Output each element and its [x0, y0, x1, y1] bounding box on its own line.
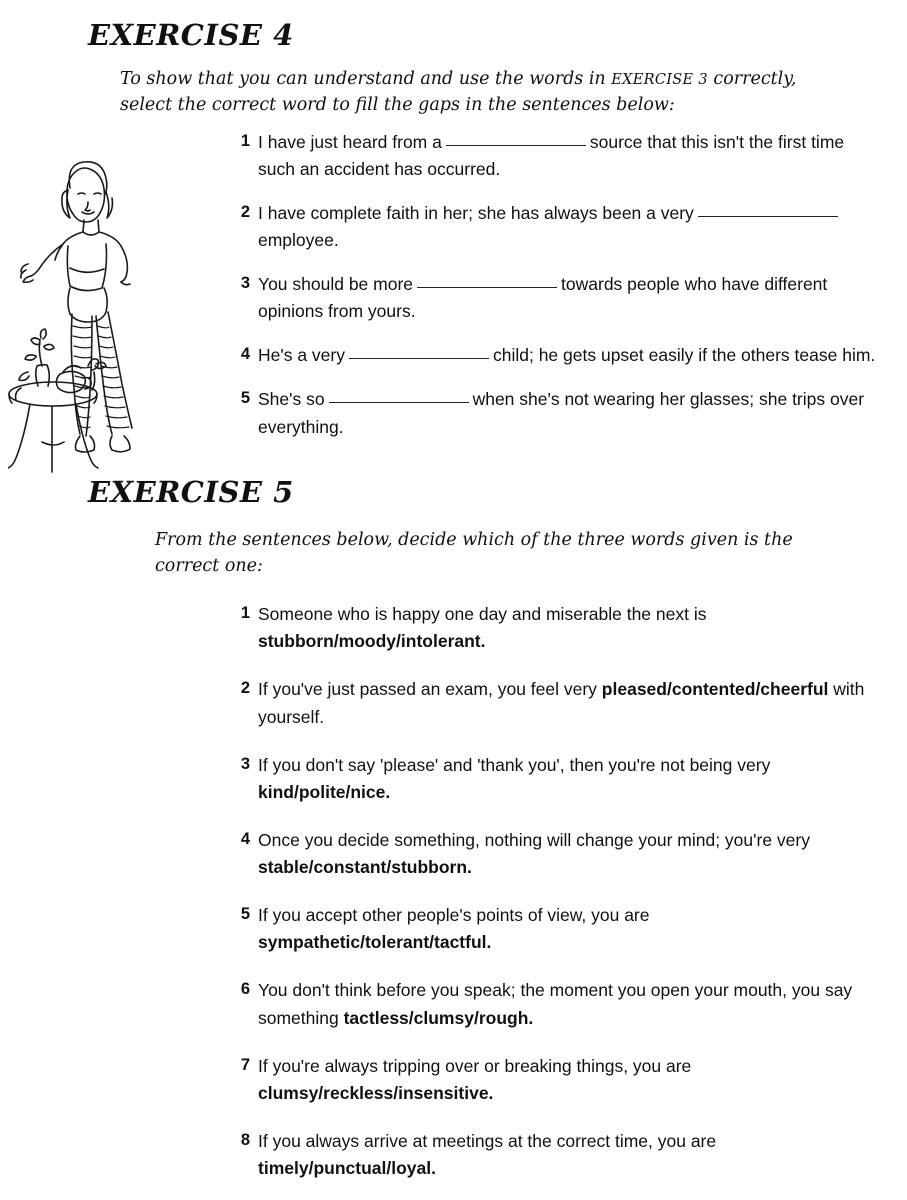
question-text	[258, 676, 877, 730]
question-number: 5	[240, 905, 250, 924]
list-item	[228, 676, 877, 730]
exercise-5-heading-text: EXERCISE 5	[88, 474, 294, 509]
question-text	[258, 386, 877, 440]
question-text	[258, 827, 877, 881]
woman-knocking-over-table-drawing	[8, 150, 198, 490]
question-text-after: when she's not wearing her glasses; she trips over everything.	[258, 389, 865, 437]
instruction-part-2: correctly, select the correct word to fill the gaps in the sentences below:	[120, 69, 797, 116]
question-text	[258, 752, 877, 806]
question-stem: Once you decide something, nothing will change your mind; you're very	[258, 829, 810, 850]
question-number: 1	[240, 604, 250, 623]
question-text	[258, 1128, 877, 1182]
answer-choices[interactable]: stubborn/moody/intolerant.	[258, 631, 486, 652]
list-item	[228, 1128, 877, 1182]
exercise-4-instructions	[120, 66, 837, 119]
question-number: 5	[240, 389, 250, 408]
question-number: 4	[240, 829, 250, 848]
question-text	[258, 342, 875, 369]
answer-choices[interactable]: tactless/clumsy/rough.	[343, 1007, 534, 1028]
list-item	[228, 200, 877, 254]
question-tail: with yourself.	[258, 679, 865, 727]
question-text-after: employee.	[258, 229, 339, 250]
question-text-before: She's so	[258, 389, 325, 410]
answer-blank[interactable]	[329, 402, 469, 403]
answer-choices[interactable]: kind/polite/nice.	[258, 781, 391, 802]
question-text-after: child; he gets upset easily if the others tease him.	[492, 345, 876, 366]
exercise-5-question-list	[228, 601, 877, 1182]
instruction-part-1: To show that you can understand and use the words in	[120, 69, 612, 89]
answer-choices[interactable]: pleased/contented/cheerful	[601, 679, 829, 700]
question-number: 4	[240, 345, 250, 364]
answer-blank[interactable]	[446, 145, 586, 146]
list-item	[228, 601, 877, 655]
answer-choices[interactable]: clumsy/reckless/insensitive.	[258, 1082, 494, 1103]
question-number: 8	[240, 1130, 250, 1149]
question-stem: If you're always tripping over or breaking things, you are	[258, 1055, 692, 1076]
exercise-5-heading	[88, 475, 877, 509]
question-text-before: He's a very	[258, 345, 345, 366]
answer-choices[interactable]: timely/punctual/loyal.	[258, 1158, 436, 1178]
question-text	[258, 902, 877, 956]
question-stem: If you always arrive at meetings at the correct time, you are	[258, 1130, 717, 1151]
exercise-5-instructions: From the sentences below, decide which of the three words given is the correct one:	[155, 529, 793, 576]
question-text-before: I have complete faith in her; she has always been a very	[258, 202, 694, 223]
list-item	[228, 342, 877, 369]
question-text-before: You should be more	[258, 274, 414, 294]
question-stem: Someone who is happy one day and miserable the next is	[258, 604, 707, 625]
question-text-before: I have just heard from a	[258, 131, 442, 152]
question-stem: If you don't say 'please' and 'thank you', then you're not being very	[258, 754, 771, 775]
list-item	[228, 386, 877, 440]
exercise-4-heading	[88, 18, 877, 52]
question-number: 2	[240, 679, 250, 698]
question-number: 6	[240, 980, 250, 999]
exercise-4-question-list	[228, 129, 877, 441]
question-stem: If you accept other people's points of view, you are	[258, 905, 650, 926]
list-item	[228, 271, 877, 325]
question-text	[258, 129, 877, 183]
exercise-4-heading-text: EXERCISE 4	[88, 18, 294, 52]
list-item	[228, 129, 877, 183]
answer-blank[interactable]	[417, 287, 557, 288]
instruction-reference: EXERCISE 3	[611, 72, 708, 88]
question-text	[258, 1053, 877, 1107]
question-text	[258, 200, 877, 254]
answer-choices[interactable]: stable/constant/stubborn.	[258, 857, 472, 877]
question-stem: You don't think before you speak; the moment you open your mouth, you say something	[258, 980, 853, 1028]
list-item	[228, 752, 877, 806]
question-number: 7	[240, 1055, 250, 1074]
answer-blank[interactable]	[698, 216, 838, 217]
list-item	[228, 977, 877, 1031]
answer-blank[interactable]	[349, 358, 489, 359]
question-number: 2	[240, 202, 250, 221]
question-text	[258, 977, 877, 1031]
question-stem: If you've just passed an exam, you feel very	[258, 679, 602, 700]
list-item	[228, 1053, 877, 1107]
question-text-after: source that this isn't the first time such an accident has occurred.	[258, 131, 845, 179]
exercise-5-section	[30, 475, 877, 1183]
answer-choices[interactable]: sympathetic/tolerant/tactful.	[258, 932, 492, 953]
list-item	[228, 902, 877, 956]
question-text	[258, 601, 877, 655]
question-text-after: towards people who have different opinions from yours.	[258, 274, 828, 322]
question-number: 3	[240, 754, 250, 773]
question-number: 1	[240, 131, 250, 150]
list-item	[228, 827, 877, 881]
question-number: 3	[240, 274, 250, 292]
question-text	[258, 271, 877, 325]
